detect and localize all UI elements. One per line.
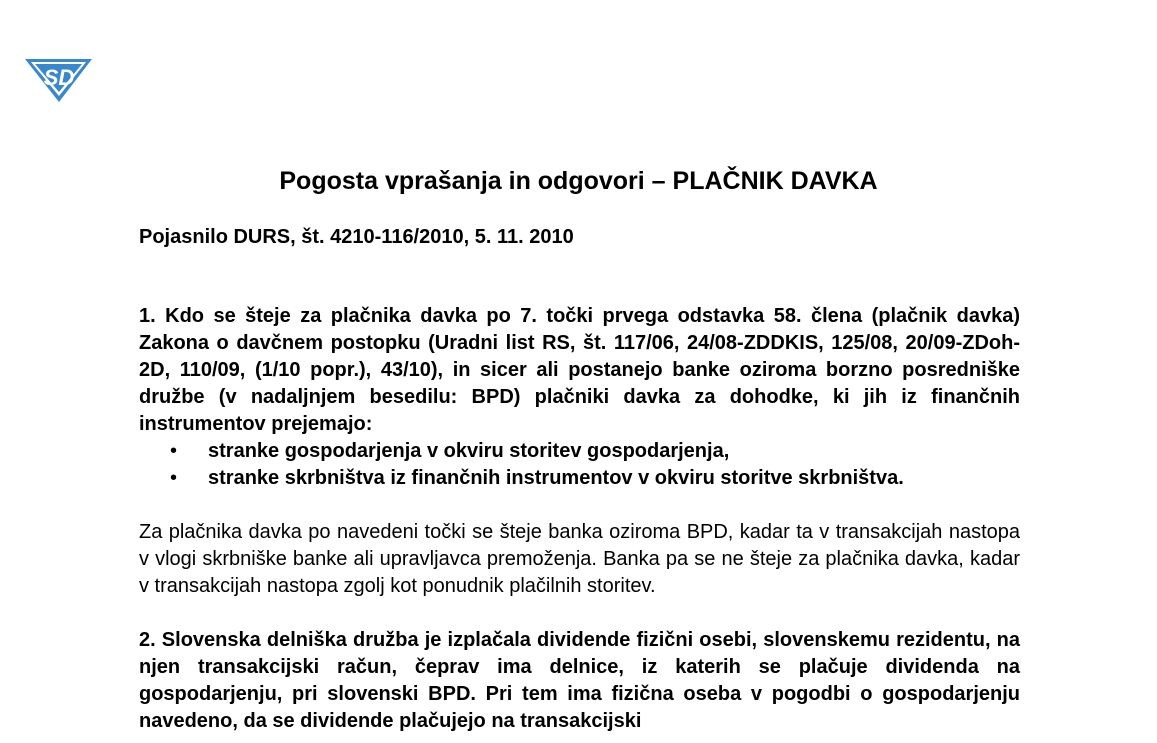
list-item: • stranke gospodarjenja v okviru storitev gospodarjenja,	[139, 438, 1020, 465]
document-subtitle: Pojasnilo DURS, št. 4210-116/2010, 5. 11. 2010	[139, 226, 574, 248]
answer-1: Za plačnika davka po navedeni točki se šteje banka oziroma BPD, kadar ta v transakcijah nastopa v vlogi skrbniške banke ali upravljavca premoženja. Banka pa se ne šteje za plačnika davka, kadar v transakcijah nastopa zgolj kot ponudnik plačilnih storitev.	[139, 521, 1020, 597]
question-1: 1. Kdo se šteje za plačnika davka po 7. točki prvega odstavka 58. člena (plačnik davka) Zakona o davčnem postopku (Uradni list RS, št. 117/06, 24/08-ZDDKIS, 125/08, 20/09-ZDoh-2D, 110/09, (1/10 popr.), 43/10), in sicer ali postanejo banke oziroma borzno posredniške družbe (v nadaljnjem besedilu: BPD) plačniki davka za dohodke, ki jih iz finančnih instrumentov prejemajo:	[139, 305, 1020, 435]
company-logo	[22, 49, 96, 104]
paragraph-spacer	[139, 492, 1020, 519]
question-1-bullet-list	[139, 438, 1020, 492]
sd-shield-logo-icon	[22, 49, 96, 104]
list-item: • stranke skrbništva iz finančnih instrumentov v okviru storitve skrbništva.	[139, 465, 1020, 492]
document-title: Pogosta vprašanja in odgovori – PLAČNIK DAVKA	[279, 167, 878, 195]
svg-text:SD: SD	[43, 65, 75, 90]
question-2: 2. Slovenska delniška družba je izplačala dividende fizični osebi, slovenskemu rezidentu, na njen transakcijski račun, čeprav ima delnice, iz katerih se plačuje dividenda na gospodarjenju, pri slovenski BPD. Pri tem ima fizična oseba v pogodbi o gospodarjenju navedeno, da se dividende plačujejo na transakcijski	[139, 629, 1020, 732]
document-body	[139, 303, 1020, 735]
paragraph-spacer	[139, 600, 1020, 627]
